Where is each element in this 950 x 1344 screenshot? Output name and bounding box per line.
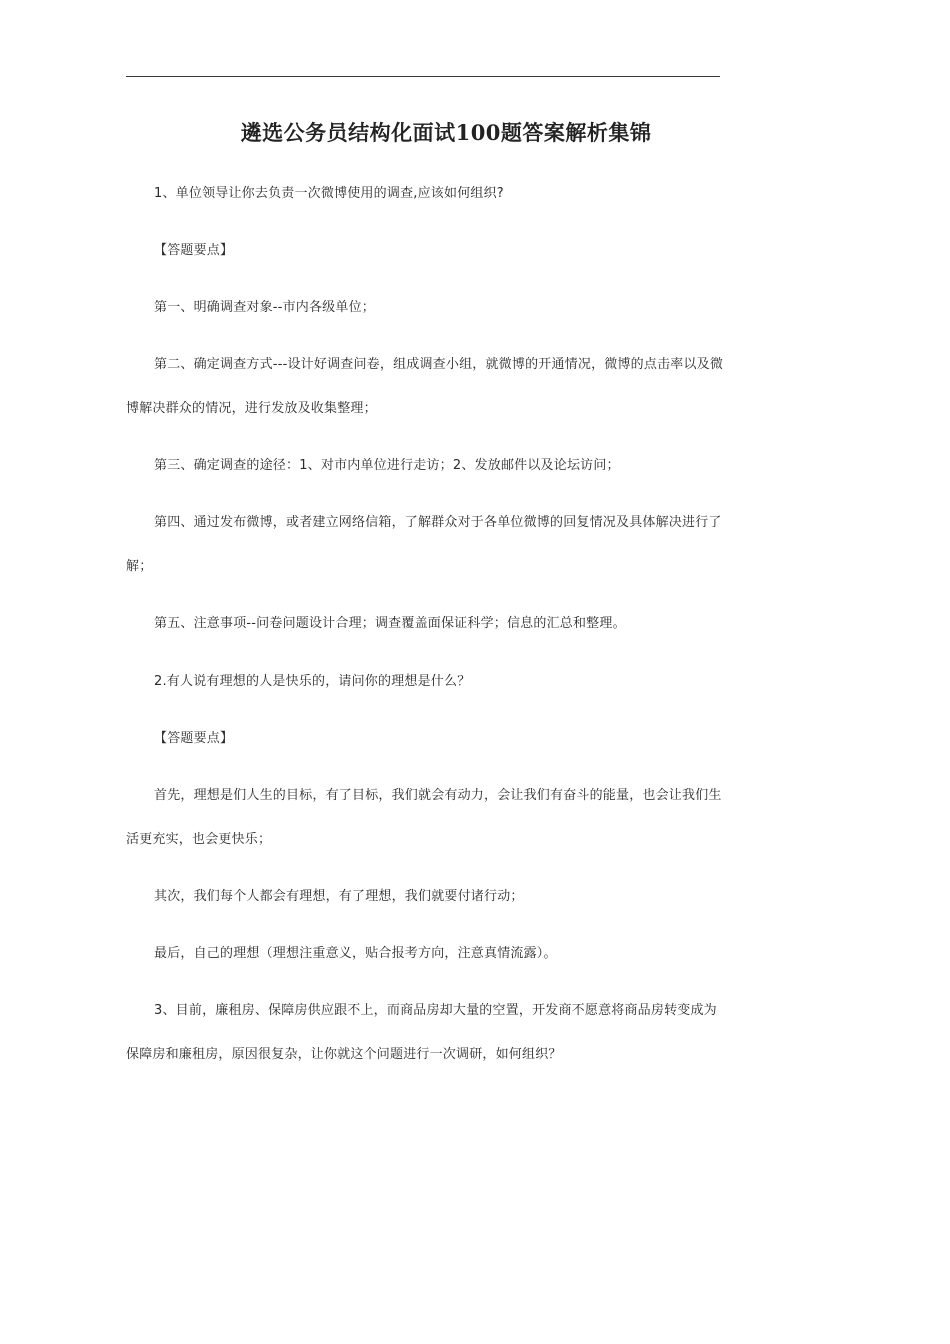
answer-1-point-3: 第三、确定调查的途径：1、对市内单位进行走访；2、发放邮件以及论坛访问； xyxy=(154,458,620,473)
answer-1-point-5: 第五、注意事项--问卷问题设计合理；调查覆盖面保证科学；信息的汇总和整理。 xyxy=(154,616,626,631)
question-3: 3、目前，廉租房、保障房供应跟不上，而商品房却大量的空置，开发商不愿意将商品房转变成为保障房和廉租房，原因很复杂，让你就这个问题进行一次调研，如何组织？ xyxy=(126,1003,717,1062)
answer-points-heading-1: 【答题要点】 xyxy=(154,243,234,258)
header-rule xyxy=(126,76,720,77)
question-1: 1、单位领导让你去负责一次微博使用的调查,应该如何组织? xyxy=(154,186,504,201)
answer-1-point-4: 第四、通过发布微博，或者建立网络信箱，了解群众对于各单位微博的回复情况及具体解决进行了解； xyxy=(126,515,722,574)
answer-points-heading-2: 【答题要点】 xyxy=(154,731,234,746)
document-title: 遴选公务员结构化面试100题答案解析集锦 xyxy=(240,120,652,145)
answer-1-point-1: 第一、明确调查对象--市内各级单位； xyxy=(154,300,375,315)
question-2: 2.有人说有理想的人是快乐的，请问你的理想是什么？ xyxy=(154,674,471,689)
answer-1-point-2: 第二、确定调查方式---设计好调查问卷，组成调查小组，就微博的开通情况，微博的点击率以及微博解决群众的情况，进行发放及收集整理； xyxy=(126,357,724,416)
answer-2-point-3: 最后，自己的理想（理想注重意义，贴合报考方向，注意真情流露）。 xyxy=(154,946,557,961)
answer-2-point-1: 首先，理想是们人生的目标，有了目标，我们就会有动力，会让我们有奋斗的能量，也会让我们生活更充实，也会更快乐； xyxy=(126,788,722,847)
answer-2-point-2: 其次，我们每个人都会有理想，有了理想，我们就要付诸行动； xyxy=(154,889,524,904)
